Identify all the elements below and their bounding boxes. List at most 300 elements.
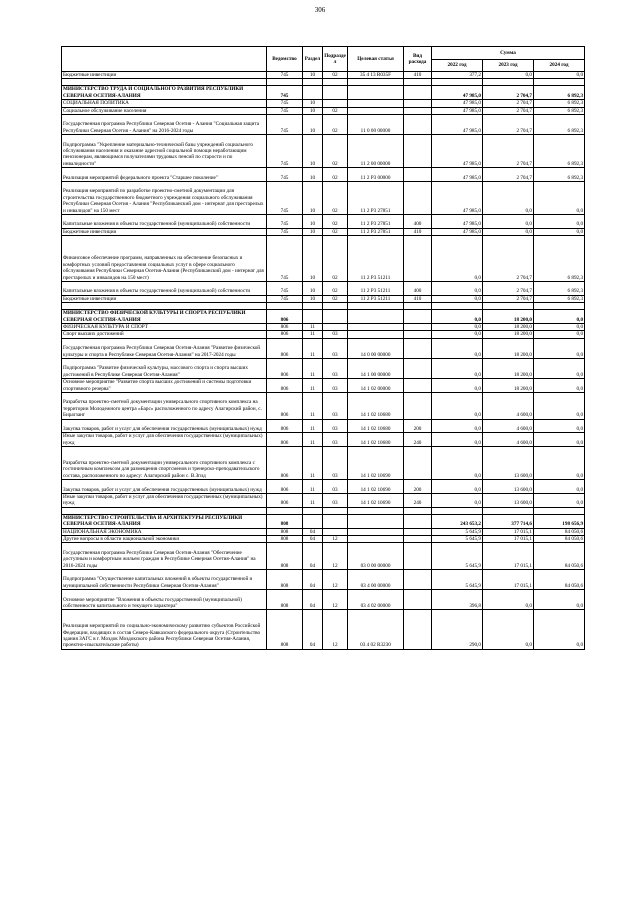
row-name: Реализация мероприятий федерального проекта "Старшее поколение"	[62, 168, 267, 182]
row-razdel: 10	[303, 100, 323, 107]
header-year-2024: 2024 год	[534, 60, 585, 72]
row-cs: 14 1 02 10680	[348, 433, 404, 447]
row-2023: 18 200,0	[483, 338, 534, 358]
row-razdel: 11	[303, 433, 323, 447]
row-razdel: 11	[303, 379, 323, 393]
row-2024: 0,0	[534, 338, 585, 358]
row-2022: 0,0	[432, 295, 483, 302]
header-year-2022: 2022 год	[432, 60, 483, 72]
row-cs: 11 0 00 00000	[348, 115, 404, 135]
row-ved: 806	[267, 494, 303, 508]
spacer-row	[62, 303, 585, 310]
row-2022: 0,0	[432, 310, 483, 324]
row-2022: 396,8	[432, 590, 483, 610]
table-row	[62, 168, 585, 182]
row-vr	[404, 393, 432, 420]
row-name: Государственная программа Республики Северная Осетия-Алания "Обеспечение доступным и комфортным жильем граждан в Республике Северная Осетия-Алания" на 2016-2024 годы	[62, 543, 267, 570]
row-2023: 13 600,0	[483, 494, 534, 508]
header-vr: Вид расхода	[404, 47, 432, 72]
row-name: Государственная программа Республики Северная Осетия - Алания "Социальная защита Республики Северная Осетия - Алания" на 2016-2024 годы	[62, 115, 267, 135]
spacer-cell	[323, 303, 348, 310]
row-2024: 84 050,6	[534, 528, 585, 535]
row-2023: 4 600,0	[483, 433, 534, 447]
row-vr	[404, 100, 432, 107]
row-2024: 6 892,3	[534, 168, 585, 182]
row-cs: 11 2 P3 27851	[348, 215, 404, 229]
header-podrazdel: Подраздел	[323, 47, 348, 72]
row-ved: 806	[267, 324, 303, 331]
spacer-cell	[432, 507, 483, 514]
row-podrazdel: 02	[323, 228, 348, 235]
row-cs: 14 1 02 10690	[348, 494, 404, 508]
spacer-cell	[62, 507, 267, 514]
row-2022: 0,0	[432, 419, 483, 433]
row-podrazdel: 02	[323, 72, 348, 79]
row-vr: 200	[404, 419, 432, 433]
row-2024: 0,0	[534, 590, 585, 610]
header-razdel: Раздел	[303, 47, 323, 72]
row-2024: 6 892,3	[534, 135, 585, 168]
row-razdel: 11	[303, 324, 323, 331]
row-name: Разработка проектно-сметной документации универсального спортивного комплекса на территории Молодежного центра «Барс» расположенного по адресу Алагирский район, с. Бирагзанг	[62, 393, 267, 420]
row-ved: 745	[267, 182, 303, 215]
row-2022: 0,0	[432, 282, 483, 296]
row-name: Основное мероприятие "Вложения в объекты государственной (муниципальной) собственности капитального и текущего характера"	[62, 590, 267, 610]
row-2023: 13 600,0	[483, 480, 534, 494]
row-2023: 2 704,7	[483, 107, 534, 114]
spacer-cell	[483, 303, 534, 310]
row-ved: 806	[267, 419, 303, 433]
table-body	[62, 72, 585, 650]
spacer-cell	[404, 79, 432, 86]
row-razdel: 04	[303, 570, 323, 590]
row-2022: 5 645,9	[432, 570, 483, 590]
row-cs: 11 2 P3 51211	[348, 236, 404, 282]
row-cs: 14 0 00 00000	[348, 338, 404, 358]
table-row	[62, 282, 585, 296]
row-cs	[348, 536, 404, 543]
row-2024: 0,0	[534, 324, 585, 331]
row-2023: 13 600,0	[483, 447, 534, 480]
row-2022: 47 985,0	[432, 182, 483, 215]
table-row	[62, 514, 585, 528]
table-row	[62, 324, 585, 331]
table-row	[62, 590, 585, 610]
row-2022: 47 985,0	[432, 135, 483, 168]
row-2022: 5 645,9	[432, 536, 483, 543]
row-2024: 0,0	[534, 610, 585, 649]
row-razdel	[303, 86, 323, 100]
table-row	[62, 610, 585, 649]
row-2022: 47 985,0	[432, 107, 483, 114]
row-ved: 745	[267, 295, 303, 302]
row-ved: 806	[267, 480, 303, 494]
row-podrazdel	[323, 100, 348, 107]
spacer-cell	[348, 303, 404, 310]
row-razdel: 10	[303, 182, 323, 215]
row-2022: 47 985,0	[432, 100, 483, 107]
row-razdel: 04	[303, 536, 323, 543]
row-cs	[348, 107, 404, 114]
row-ved: 745	[267, 86, 303, 100]
table-row	[62, 419, 585, 433]
row-2022: 47 985,0	[432, 115, 483, 135]
row-razdel: 10	[303, 135, 323, 168]
row-name: Бюджетные инвестиции	[62, 295, 267, 302]
row-2024: 0,0	[534, 379, 585, 393]
spacer-cell	[303, 303, 323, 310]
row-razdel: 10	[303, 115, 323, 135]
table-row	[62, 393, 585, 420]
row-2023: 17 015,1	[483, 570, 534, 590]
table-row	[62, 536, 585, 543]
row-2023: 17 015,1	[483, 528, 534, 535]
row-2023: 2 704,7	[483, 135, 534, 168]
row-podrazdel: 02	[323, 215, 348, 229]
row-vr	[404, 447, 432, 480]
row-razdel: 11	[303, 447, 323, 480]
row-name: Иные закупки товаров, работ и услуг для обеспечения государственных (муниципальных) нужд	[62, 494, 267, 508]
row-podrazdel: 03	[323, 419, 348, 433]
row-vr	[404, 168, 432, 182]
row-vr	[404, 324, 432, 331]
row-cs	[348, 310, 404, 324]
row-vr	[404, 338, 432, 358]
table-row	[62, 379, 585, 393]
row-razdel: 04	[303, 543, 323, 570]
row-2024: 0,0	[534, 447, 585, 480]
table-row	[62, 331, 585, 338]
row-vr: 200	[404, 480, 432, 494]
row-2022: 47 985,0	[432, 86, 483, 100]
row-2024: 0,0	[534, 480, 585, 494]
row-vr	[404, 86, 432, 100]
row-razdel: 10	[303, 215, 323, 229]
row-vr	[404, 182, 432, 215]
row-vr: 410	[404, 295, 432, 302]
spacer-cell	[404, 507, 432, 514]
table-row	[62, 228, 585, 235]
row-2023: 0,0	[483, 72, 534, 79]
spacer-row	[62, 507, 585, 514]
row-2022: 5 645,9	[432, 528, 483, 535]
row-2022: 0,0	[432, 324, 483, 331]
row-ved: 806	[267, 433, 303, 447]
row-podrazdel: 03	[323, 494, 348, 508]
row-name: Подпрограмма "Развитие физической культуры, массового спорта и спорта высших достижений в Республике Северная Осетия-Алания"	[62, 359, 267, 379]
row-razdel: 04	[303, 610, 323, 649]
row-ved: 745	[267, 135, 303, 168]
row-2024: 0,0	[534, 72, 585, 79]
header-sum: Сумма	[432, 47, 585, 60]
row-vr: 400	[404, 282, 432, 296]
row-razdel	[303, 310, 323, 324]
row-razdel: 11	[303, 480, 323, 494]
row-ved: 745	[267, 236, 303, 282]
row-ved: 806	[267, 338, 303, 358]
row-cs	[348, 100, 404, 107]
row-vr	[404, 236, 432, 282]
row-cs: 03 4 02 00000	[348, 590, 404, 610]
header-year-2023: 2023 год	[483, 60, 534, 72]
row-podrazdel: 02	[323, 107, 348, 114]
row-2023: 17 015,1	[483, 543, 534, 570]
row-2023: 0,0	[483, 182, 534, 215]
row-2024: 6 892,3	[534, 236, 585, 282]
row-2024: 0,0	[534, 359, 585, 379]
spacer-cell	[534, 507, 585, 514]
row-ved: 808	[267, 514, 303, 528]
row-2024: 6 892,3	[534, 115, 585, 135]
row-2023: 377 714,6	[483, 514, 534, 528]
spacer-cell	[432, 303, 483, 310]
table-row	[62, 570, 585, 590]
row-ved: 745	[267, 282, 303, 296]
spacer-cell	[303, 79, 323, 86]
row-vr	[404, 570, 432, 590]
row-2022: 0,0	[432, 331, 483, 338]
row-podrazdel	[323, 324, 348, 331]
row-2023: 0,0	[483, 228, 534, 235]
row-name: Спорт высших достижений	[62, 331, 267, 338]
row-vr	[404, 514, 432, 528]
row-podrazdel: 03	[323, 447, 348, 480]
row-2023: 18 200,0	[483, 310, 534, 324]
row-name: Закупка товаров, работ и услуг для обеспечения государственных (муниципальных) нужд	[62, 419, 267, 433]
row-2022: 47 985,0	[432, 168, 483, 182]
row-razdel: 11	[303, 494, 323, 508]
row-cs	[348, 86, 404, 100]
row-2024: 0,0	[534, 494, 585, 508]
row-name: Капитальные вложения в объекты государственной (муниципальной) собственности	[62, 215, 267, 229]
row-name: Социальное обслуживание населения	[62, 107, 267, 114]
row-ved: 806	[267, 447, 303, 480]
row-2023: 0,0	[483, 610, 534, 649]
row-name: Финансовое обеспечение программ, направленных на обеспечение безопасных и комфортных условий предоставления социальных услуг в сфере социального обслуживания Республики Северная Осетия-Алания (Республиканский дом - интернат для престарелых и инвалидов на 150 мест)	[62, 236, 267, 282]
row-cs: 14 1 02 10690	[348, 447, 404, 480]
row-2024: 0,0	[534, 393, 585, 420]
table-row	[62, 310, 585, 324]
row-vr	[404, 359, 432, 379]
table-row	[62, 447, 585, 480]
row-2023: 4 600,0	[483, 419, 534, 433]
row-podrazdel	[323, 514, 348, 528]
table-row	[62, 72, 585, 79]
row-razdel: 04	[303, 528, 323, 535]
spacer-cell	[348, 79, 404, 86]
row-name: Реализация мероприятий по разработке проектно-сметной документации для строительства государственного бюджетного учреждения социального обслуживания Республики Северная Осетия - Алания "Республиканский дом - интернат для престарелых и инвалидов" на 150 мест	[62, 182, 267, 215]
row-2024: 6 892,3	[534, 295, 585, 302]
header-row	[62, 47, 585, 60]
spacer-cell	[62, 79, 267, 86]
row-2023: 18 200,0	[483, 359, 534, 379]
row-name: МИНИСТЕРСТВО ФИЗИЧЕСКОЙ КУЛЬТУРЫ И СПОРТА РЕСПУБЛИКИ СЕВЕРНАЯ ОСЕТИЯ-АЛАНИЯ	[62, 310, 267, 324]
row-ved: 806	[267, 359, 303, 379]
table-row	[62, 86, 585, 100]
table-row	[62, 338, 585, 358]
row-2023: 17 015,1	[483, 536, 534, 543]
row-podrazdel: 02	[323, 182, 348, 215]
row-razdel: 10	[303, 228, 323, 235]
row-podrazdel: 12	[323, 543, 348, 570]
row-cs: 11 2 P3 27851	[348, 182, 404, 215]
row-vr: 240	[404, 494, 432, 508]
spacer-cell	[534, 79, 585, 86]
row-2022: 0,0	[432, 480, 483, 494]
row-podrazdel: 02	[323, 236, 348, 282]
row-vr: 240	[404, 433, 432, 447]
row-podrazdel	[323, 86, 348, 100]
row-ved: 745	[267, 115, 303, 135]
row-razdel: 10	[303, 282, 323, 296]
row-ved: 806	[267, 331, 303, 338]
row-podrazdel: 03	[323, 331, 348, 338]
row-name: Подпрограмма "Осуществление капитальных вложений в объекты государственной и муниципальной собственности Республики Северная Осетия-Алания"	[62, 570, 267, 590]
row-podrazdel: 03	[323, 359, 348, 379]
row-cs: 03 4 00 00000	[348, 570, 404, 590]
row-razdel: 11	[303, 331, 323, 338]
row-podrazdel: 02	[323, 135, 348, 168]
row-name: МИНИСТЕРСТВО СТРОИТЕЛЬСТВА И АРХИТЕКТУРЫ РЕСПУБЛИКИ СЕВЕРНАЯ ОСЕТИЯ-АЛАНИЯ	[62, 514, 267, 528]
row-cs	[348, 324, 404, 331]
spacer-cell	[303, 507, 323, 514]
row-podrazdel: 02	[323, 295, 348, 302]
row-podrazdel: 12	[323, 590, 348, 610]
row-2024: 0,0	[534, 419, 585, 433]
row-cs: 11 2 P3 00000	[348, 168, 404, 182]
row-name: Государственная программа Республики Северная Осетия-Алания "Развитие физической культуры и спорта в Республике Северная Осетия-Алания" на 2017-2024 годы	[62, 338, 267, 358]
page-number: 306	[314, 6, 326, 14]
row-vr: 410	[404, 228, 432, 235]
row-cs: 14 1 02 10690	[348, 480, 404, 494]
row-razdel: 04	[303, 590, 323, 610]
row-ved: 808	[267, 590, 303, 610]
row-name: МИНИСТЕРСТВО ТРУДА И СОЦИАЛЬНОГО РАЗВИТИЯ РЕСПУБЛИКИ СЕВЕРНАЯ ОСЕТИЯ-АЛАНИЯ	[62, 86, 267, 100]
row-vr	[404, 536, 432, 543]
row-2022: 290,0	[432, 610, 483, 649]
table-row	[62, 528, 585, 535]
row-razdel: 11	[303, 393, 323, 420]
row-2024: 0,0	[534, 215, 585, 229]
spacer-cell	[323, 79, 348, 86]
row-vr	[404, 543, 432, 570]
row-2024: 0,0	[534, 228, 585, 235]
spacer-cell	[267, 507, 303, 514]
row-2023: 4 600,0	[483, 393, 534, 420]
row-razdel	[303, 514, 323, 528]
row-cs: 03 0 00 00000	[348, 543, 404, 570]
row-razdel: 10	[303, 295, 323, 302]
row-podrazdel: 12	[323, 610, 348, 649]
row-cs	[348, 514, 404, 528]
row-ved: 808	[267, 536, 303, 543]
row-name: Основное мероприятие "Развитие спорта высших достижений и системы подготовки спортивного резерва"	[62, 379, 267, 393]
row-2024: 198 656,9	[534, 514, 585, 528]
row-2022: 0,0	[432, 447, 483, 480]
row-podrazdel	[323, 528, 348, 535]
row-podrazdel: 03	[323, 433, 348, 447]
row-2023: 2 704,7	[483, 282, 534, 296]
row-razdel: 11	[303, 359, 323, 379]
spacer-cell	[483, 79, 534, 86]
row-2022: 0,0	[432, 359, 483, 379]
spacer-cell	[534, 303, 585, 310]
table-row	[62, 100, 585, 107]
row-vr: 400	[404, 215, 432, 229]
row-name: Закупка товаров, работ и услуг для обеспечения государственных (муниципальных) нужд	[62, 480, 267, 494]
row-vr	[404, 107, 432, 114]
row-name: Разработка проектно-сметной документации универсального спортивного комплекса с гостиничным комплексом для размещения спортсменов и тренерско-преподавательского состава, расположенного по адресу: Алагирский район с. В.Згид	[62, 447, 267, 480]
row-podrazdel: 03	[323, 480, 348, 494]
header-cs: Целевая статья	[348, 47, 404, 72]
row-razdel: 10	[303, 236, 323, 282]
row-2023: 2 704,7	[483, 115, 534, 135]
row-name: СОЦИАЛЬНАЯ ПОЛИТИКА	[62, 100, 267, 107]
row-vr	[404, 528, 432, 535]
row-vr	[404, 135, 432, 168]
row-2022: 47 985,0	[432, 228, 483, 235]
row-razdel: 11	[303, 338, 323, 358]
row-2022: 0,0	[432, 393, 483, 420]
row-podrazdel: 03	[323, 338, 348, 358]
row-cs: 11 2 00 00000	[348, 135, 404, 168]
row-cs: 14 1 02 10680	[348, 419, 404, 433]
row-name: НАЦИОНАЛЬНАЯ ЭКОНОМИКА	[62, 528, 267, 535]
row-podrazdel	[323, 310, 348, 324]
row-ved: 745	[267, 168, 303, 182]
budget-table	[61, 46, 585, 650]
row-2022: 0,0	[432, 433, 483, 447]
row-name: Подпрограмма "Укрепление материально-технической базы учреждений социального обслуживания населения и оказание адресной социальной помощи неработающим пенсионерам, являющимся получателями трудовых пенсий по старости и по инвалидности"	[62, 135, 267, 168]
row-ved: 745	[267, 72, 303, 79]
row-2023: 2 704,7	[483, 168, 534, 182]
row-2022: 5 645,9	[432, 543, 483, 570]
row-podrazdel: 02	[323, 168, 348, 182]
row-podrazdel: 12	[323, 570, 348, 590]
row-podrazdel: 03	[323, 393, 348, 420]
row-cs: 11 2 P3 51211	[348, 295, 404, 302]
row-ved: 808	[267, 528, 303, 535]
row-2024: 0,0	[534, 182, 585, 215]
row-2024: 6 892,3	[534, 107, 585, 114]
row-2023: 2 704,7	[483, 236, 534, 282]
row-2023: 0,0	[483, 215, 534, 229]
row-podrazdel: 03	[323, 379, 348, 393]
row-2022: 0,0	[432, 494, 483, 508]
row-vr: 410	[404, 72, 432, 79]
table-row	[62, 236, 585, 282]
row-2023: 18 200,0	[483, 331, 534, 338]
row-vr	[404, 379, 432, 393]
spacer-cell	[404, 303, 432, 310]
row-ved: 806	[267, 393, 303, 420]
row-podrazdel: 02	[323, 282, 348, 296]
row-cs: 14 1 02 00000	[348, 379, 404, 393]
row-ved: 808	[267, 543, 303, 570]
row-ved: 745	[267, 228, 303, 235]
row-2024: 84 050,6	[534, 570, 585, 590]
table-row	[62, 295, 585, 302]
row-ved: 808	[267, 610, 303, 649]
row-vr	[404, 115, 432, 135]
table-row	[62, 135, 585, 168]
spacer-cell	[267, 79, 303, 86]
row-podrazdel: 02	[323, 115, 348, 135]
row-2024: 84 050,6	[534, 536, 585, 543]
row-2024: 0,0	[534, 310, 585, 324]
row-2024: 0,0	[534, 331, 585, 338]
row-2022: 243 653,2	[432, 514, 483, 528]
